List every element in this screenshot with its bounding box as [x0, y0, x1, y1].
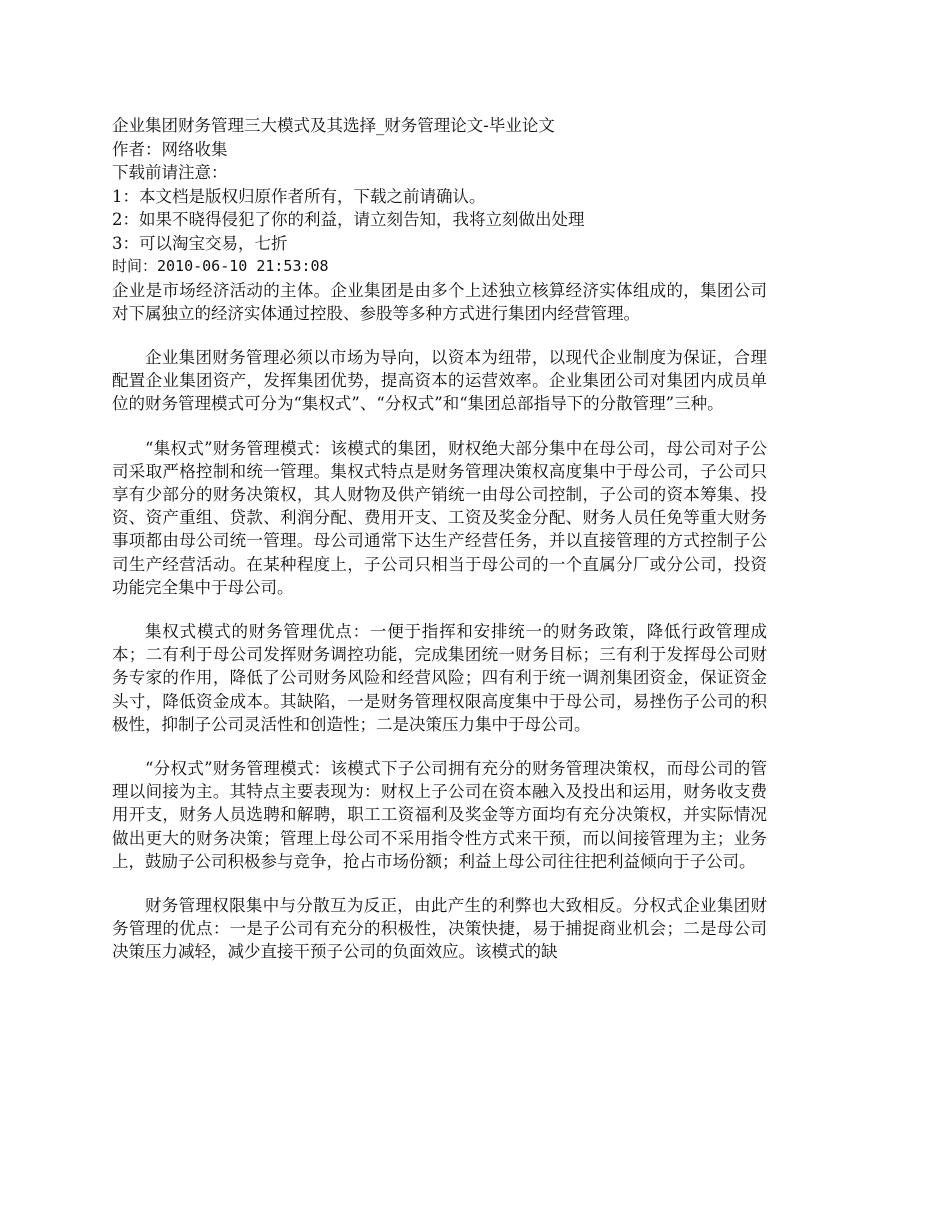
document-title: 企业集团财务管理三大模式及其选择_财务管理论文-毕业论文 — [112, 116, 555, 135]
document-time: 时间：2010-06-10 21:53:08 — [112, 257, 329, 275]
notice-item: 3：可以淘宝交易，七折 — [112, 233, 288, 253]
body-paragraph: 企业集团财务管理必须以市场为导向，以资本为纽带，以现代企业制度为保证，合理配置企业集团资产，发挥集团优势，提高资本的运营效率。企业集团公司对集团内成员单位的财务管理模式可分为“集权式”、“分权式”和“集团总部指导下的分散管理”三种。 — [112, 347, 767, 414]
body-paragraph: 集权式模式的财务管理优点：一便于指挥和安排统一的财务政策，降低行政管理成本；二有利于母公司发挥财务调控功能，完成集团统一财务目标；三有利于发挥母公司财务专家的作用，降低了公司财务风险和经营风险；四有利于统一调剂集团资金，保证资金头寸，降低资金成本。其缺陷，一是财务管理权限高度集中于母公司，易挫伤子公司的积极性，抑制子公司灵活性和创造性；二是决策压力集中于母公司。 — [112, 621, 767, 734]
document-page — [112, 114, 767, 964]
body-paragraph: 企业是市场经济活动的主体。企业集团是由多个上述独立核算经济实体组成的，集团公司对下属独立的经济实体通过控股、参股等多种方式进行集团内经营管理。 — [112, 280, 767, 323]
notice-item: 2：如果不晓得侵犯了你的利益，请立刻告知，我将立刻做出处理 — [112, 210, 585, 229]
notice-heading: 下载前请注意： — [112, 163, 228, 182]
body-paragraph: “分权式”财务管理模式：该模式下子公司拥有充分的财务管理决策权，而母公司的管理以间接为主。其特点主要表现为：财权上子公司在资本融入及投出和运用，财务收支费用开支，财务人员选聘和解聘，职工工资福利及奖金等方面均有充分决策权，并实际情况做出更大的财务决策；管理上母公司不采用指令性方式来干预，而以间接管理为主；业务上，鼓励子公司积极参与竞争，抢占市场份额；利益上母公司往往把利益倾向于子公司。 — [112, 758, 767, 871]
body-paragraph: 财务管理权限集中与分散互为反正，由此产生的利弊也大致相反。分权式企业集团财务管理的优点：一是子公司有充分的积极性，决策快捷，易于捕捉商业机会；二是母公司决策压力减轻，减少直接干预子公司的负面效应。该模式的缺 — [112, 895, 767, 962]
notice-item: 1：本文档是版权归原作者所有，下载之前请确认。 — [112, 186, 486, 206]
body-paragraph: “集权式”财务管理模式：该模式的集团，财权绝大部分集中在母公司，母公司对子公司采取严格控制和统一管理。集权式特点是财务管理决策权高度集中于母公司，子公司只享有少部分的财务决策权，其人财物及供产销统一由母公司控制，子公司的资本筹集、投资、资产重组、贷款、利润分配、费用开支、工资及奖金分配、财务人员任免等重大财务事项都由母公司统一管理。母公司通常下达生产经营任务，并以直接管理的方式控制子公司生产经营活动。在某种程度上，子公司只相当于母公司的一个直属分厂或分公司，投资功能完全集中于母公司。 — [112, 438, 767, 597]
document-author: 作者：网络收集 — [112, 139, 228, 159]
